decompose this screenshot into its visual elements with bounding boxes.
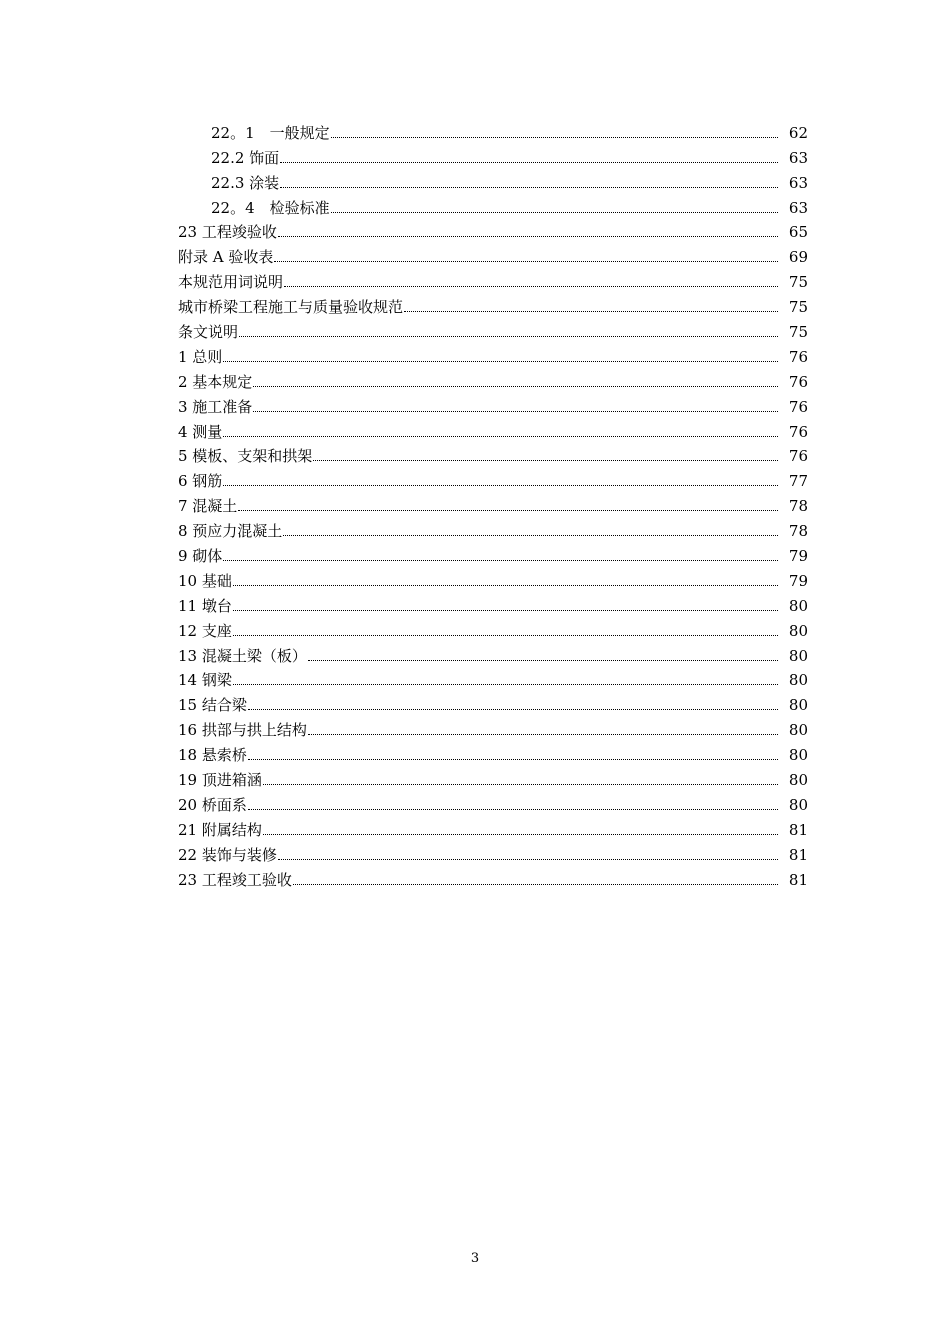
toc-entry-page: 76 bbox=[788, 397, 808, 416]
toc-dot-leader bbox=[308, 734, 778, 735]
toc-dot-leader bbox=[233, 585, 778, 586]
toc-entry-title: 本规范用词说明 bbox=[178, 273, 284, 292]
toc-entry[interactable] bbox=[178, 342, 808, 367]
toc-dot-leader bbox=[293, 884, 778, 885]
toc-entry[interactable] bbox=[178, 740, 808, 765]
toc-entry-page: 78 bbox=[788, 497, 808, 516]
toc-entry-title: 20 桥面系 bbox=[178, 795, 247, 814]
toc-entry-page: 80 bbox=[788, 746, 808, 765]
toc-entry[interactable] bbox=[178, 591, 808, 616]
toc-entry-title: 22.3 涂装 bbox=[211, 173, 280, 192]
toc-entry-page: 65 bbox=[788, 223, 808, 242]
toc-dot-leader bbox=[263, 834, 778, 835]
toc-entry[interactable] bbox=[178, 442, 808, 467]
toc-entry-page: 80 bbox=[788, 771, 808, 790]
toc-entry[interactable] bbox=[178, 367, 808, 392]
toc-entry[interactable] bbox=[178, 765, 808, 790]
toc-entry-page: 76 bbox=[788, 372, 808, 391]
toc-entry-title: 22.2 饰面 bbox=[211, 148, 280, 167]
toc-dot-leader bbox=[263, 784, 778, 785]
toc-entry-page: 75 bbox=[788, 323, 808, 342]
toc-entry-title: 9 砌体 bbox=[178, 547, 223, 566]
toc-entry-page: 81 bbox=[788, 870, 808, 889]
toc-entry-title: 19 顶进箱涵 bbox=[178, 771, 262, 790]
toc-entry-title: 23 工程竣验收 bbox=[178, 223, 277, 242]
toc-entry-page: 62 bbox=[788, 123, 808, 142]
toc-entry-title: 21 附属结构 bbox=[178, 820, 262, 839]
toc-entry[interactable] bbox=[178, 242, 808, 267]
toc-entry-page: 81 bbox=[788, 845, 808, 864]
toc-entry-page: 79 bbox=[788, 547, 808, 566]
toc-entry-title: 7 混凝土 bbox=[178, 497, 238, 516]
toc-dot-leader bbox=[223, 560, 778, 561]
toc-dot-leader bbox=[248, 809, 778, 810]
toc-entry-title: 11 墩台 bbox=[178, 596, 232, 615]
toc-entry-title: 14 钢梁 bbox=[178, 671, 232, 690]
toc-dot-leader bbox=[308, 660, 778, 661]
toc-entry-title: 10 基础 bbox=[178, 571, 232, 590]
toc-dot-leader bbox=[239, 336, 778, 337]
toc-entry-page: 76 bbox=[788, 347, 808, 366]
toc-entry-title: 23 工程竣工验收 bbox=[178, 870, 292, 889]
toc-dot-leader bbox=[274, 261, 778, 262]
toc-dot-leader bbox=[283, 535, 778, 536]
toc-dot-leader bbox=[278, 859, 778, 860]
toc-entry-page: 81 bbox=[788, 820, 808, 839]
toc-dot-leader bbox=[238, 510, 778, 511]
toc-dot-leader bbox=[233, 635, 778, 636]
toc-entry-page: 80 bbox=[788, 696, 808, 715]
toc-entry-page: 80 bbox=[788, 721, 808, 740]
toc-entry[interactable] bbox=[178, 193, 808, 218]
toc-entry-page: 75 bbox=[788, 273, 808, 292]
toc-entry-page: 76 bbox=[788, 422, 808, 441]
toc-dot-leader bbox=[284, 286, 778, 287]
toc-entry[interactable] bbox=[178, 267, 808, 292]
toc-entry-title: 22 装饰与装修 bbox=[178, 845, 277, 864]
toc-entry-page: 63 bbox=[788, 148, 808, 167]
toc-entry[interactable] bbox=[178, 790, 808, 815]
toc-entry[interactable] bbox=[178, 466, 808, 491]
toc-dot-leader bbox=[233, 684, 778, 685]
page-number: 3 bbox=[470, 1251, 480, 1266]
toc-entry-title: 5 模板、支架和拱架 bbox=[178, 447, 313, 466]
toc-dot-leader bbox=[223, 361, 778, 362]
toc-entry-page: 80 bbox=[788, 646, 808, 665]
toc-entry-page: 63 bbox=[788, 173, 808, 192]
toc-entry-title: 3 施工准备 bbox=[178, 397, 253, 416]
toc-entry-title: 条文说明 bbox=[178, 323, 239, 342]
toc-entry[interactable] bbox=[178, 218, 808, 243]
toc-dot-leader bbox=[253, 411, 778, 412]
toc-dot-leader bbox=[313, 460, 778, 461]
toc-entry-page: 80 bbox=[788, 671, 808, 690]
toc-dot-leader bbox=[278, 236, 778, 237]
toc-entry-title: 13 混凝土梁（板） bbox=[178, 646, 307, 665]
toc-entry-title: 12 支座 bbox=[178, 621, 232, 640]
toc-dot-leader bbox=[233, 610, 778, 611]
toc-dot-leader bbox=[280, 187, 778, 188]
toc-entry-page: 75 bbox=[788, 298, 808, 317]
toc-dot-leader bbox=[253, 386, 778, 387]
toc-entry-title: 22。1 一般规定 bbox=[211, 123, 330, 142]
toc-entry[interactable] bbox=[178, 417, 808, 442]
toc-entry[interactable] bbox=[178, 491, 808, 516]
toc-entry[interactable] bbox=[178, 840, 808, 865]
toc-entry-page: 77 bbox=[788, 472, 808, 491]
toc-entry-page: 63 bbox=[788, 198, 808, 217]
toc-entry[interactable] bbox=[178, 641, 808, 666]
toc-entry-title: 6 钢筋 bbox=[178, 472, 223, 491]
toc-entry[interactable] bbox=[178, 666, 808, 691]
toc-entry[interactable] bbox=[178, 516, 808, 541]
toc-entry-title: 城市桥梁工程施工与质量验收规范 bbox=[178, 298, 404, 317]
toc-entry-title: 4 测量 bbox=[178, 422, 223, 441]
toc-dot-leader bbox=[223, 485, 778, 486]
toc-entry[interactable] bbox=[178, 292, 808, 317]
toc-dot-leader bbox=[248, 759, 778, 760]
toc-entry-title: 15 结合梁 bbox=[178, 696, 247, 715]
toc-entry[interactable] bbox=[178, 168, 808, 193]
toc-entry-title: 附录 A 验收表 bbox=[178, 248, 274, 267]
toc-dot-leader bbox=[248, 709, 778, 710]
toc-entry-page: 80 bbox=[788, 621, 808, 640]
toc-dot-leader bbox=[280, 162, 778, 163]
toc-entry-title: 18 悬索桥 bbox=[178, 746, 247, 765]
toc-entry-page: 76 bbox=[788, 447, 808, 466]
toc-entry-page: 78 bbox=[788, 522, 808, 541]
toc-dot-leader bbox=[331, 137, 778, 138]
toc-entry[interactable] bbox=[178, 616, 808, 641]
toc-entry[interactable] bbox=[178, 566, 808, 591]
toc-dot-leader bbox=[223, 436, 778, 437]
table-of-contents bbox=[178, 118, 808, 890]
toc-entry[interactable] bbox=[178, 541, 808, 566]
toc-entry[interactable] bbox=[178, 690, 808, 715]
toc-entry-title: 1 总则 bbox=[178, 347, 223, 366]
toc-entry-title: 16 拱部与拱上结构 bbox=[178, 721, 307, 740]
toc-entry[interactable] bbox=[178, 143, 808, 168]
toc-entry[interactable] bbox=[178, 715, 808, 740]
toc-entry-title: 2 基本规定 bbox=[178, 372, 253, 391]
toc-entry[interactable] bbox=[178, 392, 808, 417]
toc-entry-title: 22。4 检验标准 bbox=[211, 198, 330, 217]
toc-entry-page: 80 bbox=[788, 795, 808, 814]
toc-entry-page: 69 bbox=[788, 248, 808, 267]
toc-entry[interactable] bbox=[178, 317, 808, 342]
toc-entry-page: 80 bbox=[788, 596, 808, 615]
toc-entry-title: 8 预应力混凝土 bbox=[178, 522, 283, 541]
toc-entry[interactable] bbox=[178, 815, 808, 840]
toc-dot-leader bbox=[404, 311, 778, 312]
toc-entry[interactable] bbox=[178, 865, 808, 890]
toc-entry[interactable] bbox=[178, 118, 808, 143]
toc-dot-leader bbox=[331, 212, 778, 213]
toc-entry-page: 79 bbox=[788, 571, 808, 590]
